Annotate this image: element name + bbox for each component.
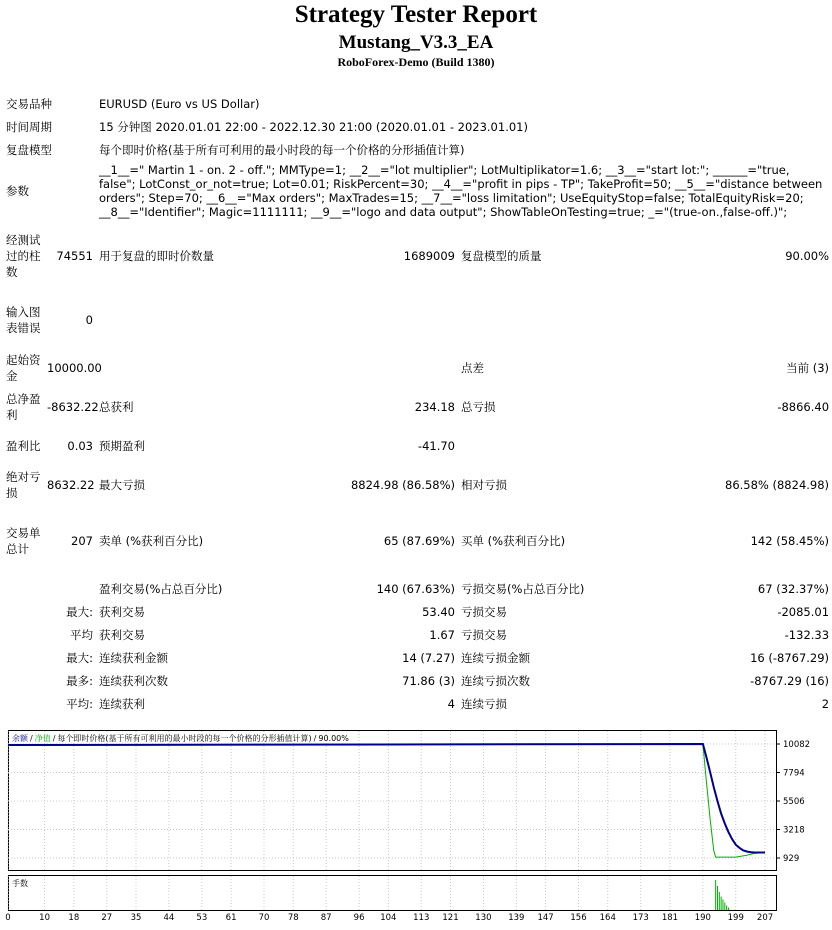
legend-balance: 余额 <box>12 734 28 743</box>
gross-loss-label: 总亏损 <box>461 399 496 414</box>
row-model <box>0 138 832 161</box>
quality-value: 90.00% <box>785 249 830 263</box>
broker-build: RoboForex-Demo (Build 1380) <box>337 55 495 69</box>
x-tick-label: 35 <box>130 913 142 923</box>
legend-sep3: / <box>313 734 317 743</box>
report-title: Strategy Tester Report <box>294 1 538 28</box>
row-total-trades <box>0 504 832 577</box>
legend-sep2: / <box>52 734 56 743</box>
legend-equity: 净值 <box>34 734 51 743</box>
largest-profit-label: 获利交易 <box>99 604 145 619</box>
x-tick-label: 181 <box>661 913 679 923</box>
y-tick-label: 10082 <box>783 740 811 750</box>
y-tick-label: 3218 <box>783 825 805 836</box>
avg-consec-prefix: 平均: <box>66 696 93 711</box>
legend-quality: 90.00% <box>318 734 349 743</box>
net-profit-label: 总净盈利 <box>6 391 41 422</box>
loss-trades-value: 67 (32.37%) <box>757 581 830 596</box>
row-avg-consec <box>0 692 832 715</box>
ticks-label: 用于复盘的即时价数量 <box>99 249 214 263</box>
x-tick-label: 96 <box>353 913 365 923</box>
max-consec-amount-profit-label: 连续获利次数 <box>99 673 168 688</box>
avg-consec-profit-value: 4 <box>447 696 455 711</box>
symbol-label: 交易品种 <box>6 96 52 111</box>
average-loss-label: 亏损交易 <box>461 627 507 642</box>
lots-plot-area <box>9 876 777 911</box>
profit-trades-value: 140 (67.63%) <box>376 581 455 596</box>
symbol-value: EURUSD (Euro vs US Dollar) <box>99 96 260 111</box>
x-tick-label: 10 <box>39 913 50 923</box>
x-tick-label: 53 <box>196 913 208 923</box>
profit-factor-value: 0.03 <box>67 438 93 453</box>
x-tick-label: 87 <box>320 913 332 923</box>
model-value: 每个即时价格(基于所有可利用的最小时段的每一个价格的分形插值计算) <box>99 142 465 157</box>
max-drawdown-label: 最大亏损 <box>99 477 145 492</box>
max-drawdown-value: 8824.98 (86.58%) <box>350 477 455 492</box>
report-table <box>0 92 832 715</box>
max-consec-amount-loss-label: 连续亏损次数 <box>461 673 530 688</box>
short-positions-value: 65 (87.69%) <box>383 533 455 548</box>
x-tick-label: 130 <box>475 913 492 923</box>
total-trades-label: 交易单总计 <box>6 525 41 556</box>
avg-consec-profit-label: 连续获利 <box>99 696 145 711</box>
row-drawdown <box>0 465 832 504</box>
x-tick-label: 70 <box>258 913 270 923</box>
max-consec-loss-value: 16 (-8767.29) <box>750 650 830 665</box>
y-tick-label: 929 <box>783 854 800 864</box>
largest-loss-value: -2085.01 <box>777 604 830 619</box>
row-deposit <box>0 348 832 387</box>
ea-name: Mustang_V3.3_EA <box>338 32 494 53</box>
average-profit-value: 1.67 <box>429 627 455 642</box>
x-tick-label: 147 <box>537 913 554 923</box>
ticks-value: 1689009 <box>403 249 455 263</box>
period-label: 时间周期 <box>6 119 52 134</box>
max-consec-amount-profit-value: 71.86 (3) <box>402 673 455 688</box>
x-tick-label: 156 <box>570 913 587 923</box>
mismatch-label: 输入图表错误 <box>6 304 41 335</box>
x-axis-labels <box>5 913 773 923</box>
x-tick-label: 27 <box>101 913 113 923</box>
lots-chart <box>5 875 824 930</box>
legend-sep1: / <box>30 734 33 743</box>
expected-payoff-value: -41.70 <box>417 438 455 453</box>
x-tick-label: 139 <box>508 913 525 923</box>
deposit-value: 10000.00 <box>47 360 102 375</box>
avg-consec-loss-label: 连续亏损 <box>461 696 507 711</box>
loss-trades-label: 亏损交易(%占总百分比) <box>461 581 585 596</box>
row-average <box>0 623 832 646</box>
total-trades-value: 207 <box>71 533 93 548</box>
rel-drawdown-label: 相对亏损 <box>461 477 507 492</box>
x-tick-label: 173 <box>632 913 649 923</box>
params-label: 参数 <box>6 184 29 198</box>
balance-equity-chart <box>8 730 824 873</box>
long-positions-label: 买单 (%获利百分比) <box>461 533 566 548</box>
abs-drawdown-value: 8632.22 <box>47 477 95 492</box>
profit-trades-label: 盈利交易(%占总百分比) <box>99 581 223 596</box>
x-tick-label: 104 <box>380 913 397 923</box>
y-tick-label: 7794 <box>783 768 805 779</box>
rel-drawdown-value: 86.58% (8824.98) <box>725 477 830 492</box>
x-tick-label: 190 <box>694 913 711 923</box>
row-params <box>0 161 832 221</box>
row-profit-trades <box>0 577 832 600</box>
gross-profit-value: 234.18 <box>414 399 455 414</box>
row-max-consec <box>0 646 832 669</box>
x-tick-label: 61 <box>225 913 237 923</box>
spread-label: 点差 <box>461 360 484 375</box>
average-prefix: 平均 <box>70 627 93 642</box>
average-loss-value: -132.33 <box>784 627 830 642</box>
abs-drawdown-label: 绝对亏损 <box>6 469 41 500</box>
chart-legend <box>12 733 349 743</box>
max-consec-profit-label: 连续获利金额 <box>99 650 168 665</box>
row-period <box>0 115 832 138</box>
x-tick-label: 44 <box>163 913 175 923</box>
y-tick-label: 5506 <box>783 796 805 807</box>
x-tick-label: 78 <box>287 913 299 923</box>
average-profit-label: 获利交易 <box>99 627 145 642</box>
row-mismatch <box>0 291 832 348</box>
mismatch-value: 0 <box>85 312 93 327</box>
x-tick-label: 18 <box>68 913 80 923</box>
avg-consec-loss-value: 2 <box>821 696 830 711</box>
bars-value: 74551 <box>56 249 93 263</box>
quality-label: 复盘模型的质量 <box>461 249 542 263</box>
row-max-consec-amount <box>0 669 832 692</box>
row-profit-factor <box>0 426 832 465</box>
period-value: 15 分钟图 2020.01.01 22:00 - 2022.12.30 21:00 (2020.01.01 - 2023.01.01) <box>99 119 528 134</box>
model-label: 复盘模型 <box>6 142 52 157</box>
row-bars <box>0 221 832 291</box>
max-consec-profit-value: 14 (7.27) <box>402 650 455 665</box>
y-axis-labels <box>783 740 810 864</box>
x-tick-label: 121 <box>442 913 459 923</box>
profit-factor-label: 盈利比 <box>6 438 41 453</box>
row-net-profit <box>0 387 832 426</box>
max-consec-amount-prefix: 最多: <box>66 673 93 688</box>
row-symbol <box>0 92 832 115</box>
x-tick-label: 164 <box>599 913 616 923</box>
lots-label: 手数 <box>12 879 28 888</box>
x-tick-label: 207 <box>756 913 774 923</box>
spread-value: 当前 (3) <box>786 360 830 375</box>
largest-profit-value: 53.40 <box>422 604 455 619</box>
x-tick-label: 0 <box>5 913 11 923</box>
gross-profit-label: 总获利 <box>99 399 134 414</box>
params-value: __1__=" Martin 1 - on. 2 - off."; MMType=1; __2__="lot multiplier"; LotMultiplikator=1.6; __3__="start lot:"; ______="true, false"; LotConst_or_not=true; Lot=0.01; RiskPercent=30; __4__="profit in pips - TP"; TakeProfit=50; __5__="distance between orders"; Step=70; __6__="Max orders"; MaxTrades=15; __7__="loss limitation"; UseEquityStop=false; TotalEquityRisk=20; __8__="Identifier"; Magic=1111111; __9__="logo and data output"; ShowTableOnTesting=true; _="(true-on.,false-off.)"; <box>99 163 823 219</box>
max-consec-amount-loss-value: -8767.29 (16) <box>750 673 830 688</box>
largest-loss-label: 亏损交易 <box>461 604 507 619</box>
max-consec-prefix: 最大: <box>66 650 93 665</box>
x-tick-label: 199 <box>727 913 744 923</box>
long-positions-value: 142 (58.45%) <box>750 533 830 548</box>
bars-label: 经测试过的柱数 <box>6 233 41 279</box>
row-largest <box>0 600 832 623</box>
largest-prefix: 最大: <box>66 604 93 619</box>
deposit-label: 起始资金 <box>6 352 41 383</box>
expected-payoff-label: 预期盈利 <box>99 438 145 453</box>
x-tick-label: 113 <box>413 913 430 923</box>
max-consec-loss-label: 连续亏损金额 <box>461 650 530 665</box>
net-profit-value: -8632.22 <box>47 399 99 414</box>
short-positions-label: 卖单 (%获利百分比) <box>99 533 204 548</box>
gross-loss-value: -8866.40 <box>777 399 830 414</box>
report-table-container <box>0 92 832 715</box>
legend-model: 每个即时价格(基于所有可利用的最小时段的每一个价格的分形插值计算) <box>57 734 312 743</box>
